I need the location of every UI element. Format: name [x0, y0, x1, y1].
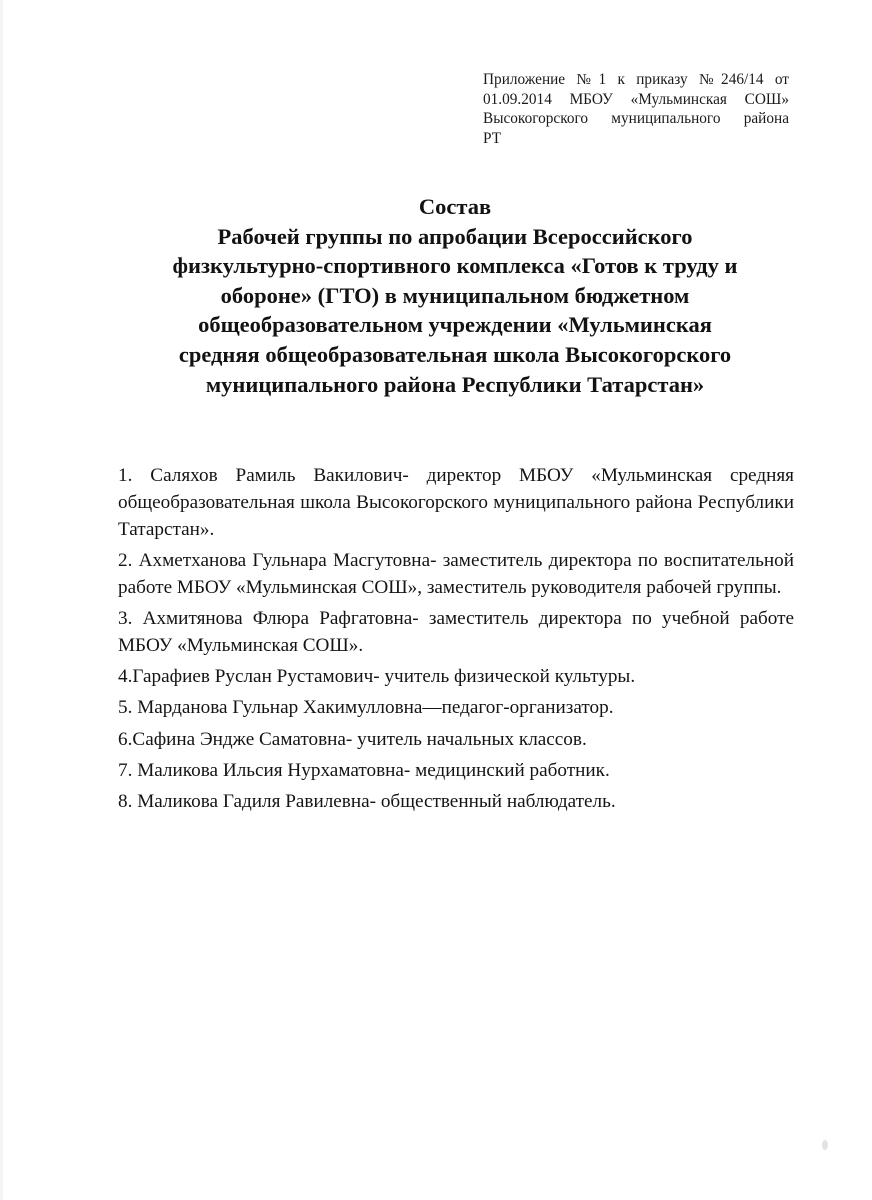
document-title [100, 192, 810, 399]
member-item: 3. Ахмитянова Флюра Рафгатовна- заместитель директора по учебной работе МБОУ «Мульминская СОШ». [118, 607, 794, 656]
member-item: 2. Ахметханова Гульнара Масгутовна- заместитель директора по воспитательной работе МБОУ «Мульминская СОШ», заместитель руководителя рабочей группы. [118, 549, 794, 598]
members-list [118, 463, 794, 816]
title-line: муниципального района Республики Татарстан» [205, 371, 705, 397]
member-item: 6.Сафина Эндже Саматовна- учитель начальных классов. [118, 728, 587, 750]
appendix-line: 01.09.2014 МБОУ «Мульминская СОШ» [483, 90, 789, 108]
title-line: обороне» (ГТО) в муниципальном бюджетном [220, 282, 690, 308]
title-line: физкультурно-спортивного комплекса «Готов к труду и [172, 253, 738, 279]
scan-edge [0, 0, 3, 1200]
member-item: 1. Саляхов Рамиль Вакилович- директор МБОУ «Мульминская средняя общеобразовательная школа Высокогорского муниципального района Республики Татарстан». [118, 465, 794, 540]
member-item: 4.Гарафиев Руслан Рустамович- учитель физической культуры. [118, 666, 636, 688]
appendix-reference [483, 70, 789, 148]
appendix-line: Высокогорского муниципального района [483, 110, 789, 127]
title-line: Рабочей группы по апробации Всероссийского [217, 223, 693, 249]
member-item: 8. Маликова Гадиля Равилевна- общественный наблюдатель. [118, 791, 616, 813]
appendix-line: РТ [483, 129, 502, 147]
title-line: средняя общеобразовательная школа Высокогорского [178, 341, 732, 367]
appendix-line: Приложение №1 к приказу №246/14 от [483, 71, 789, 88]
title-heading: Состав [418, 194, 492, 219]
scan-speck [822, 1140, 828, 1150]
title-line: общеобразовательном учреждении «Мульминская [198, 312, 712, 338]
member-item: 5. Марданова Гульнар Хакимулловна—педагог-организатор. [118, 697, 614, 719]
member-item: 7. Маликова Ильсия Нурхаматовна- медицинский работник. [118, 759, 610, 781]
